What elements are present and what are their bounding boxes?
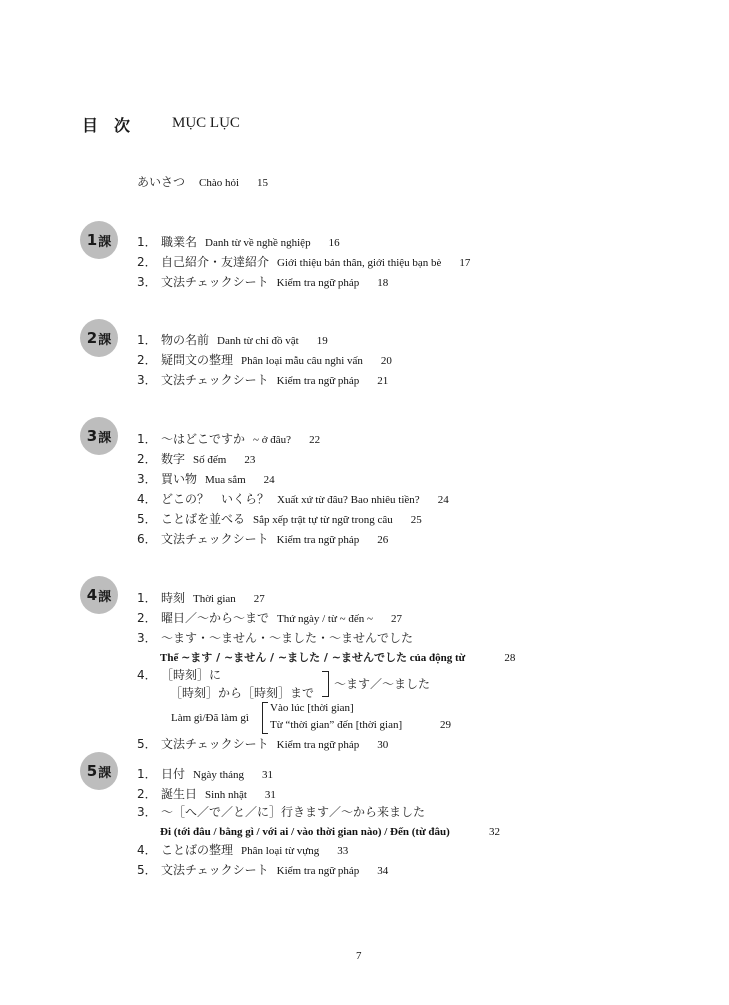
toc-item: [137, 861, 388, 878]
lesson-badge-num: 1: [86, 231, 98, 249]
item-vn: Sắp xếp trật tự từ ngữ trong câu: [253, 514, 393, 526]
item-index: 5．: [137, 863, 157, 877]
item-index: 3．: [137, 373, 157, 387]
item-jp: 職業名: [161, 235, 198, 249]
item-page: 29: [440, 719, 451, 731]
item-vn: Kiểm tra ngữ pháp: [276, 375, 360, 387]
item-index: 1．: [137, 432, 157, 446]
toc-item: [137, 430, 320, 447]
item-page: 18: [377, 277, 389, 289]
toc-item: [137, 629, 421, 646]
toc-heading-jp: 目 次: [82, 116, 131, 135]
toc-item: [137, 470, 275, 487]
lesson-badge-kanji: 課: [98, 589, 112, 605]
lesson-badge-num: 2: [86, 329, 98, 347]
toc-item: [137, 233, 340, 250]
item-vn: Đi (tới đâu / bằng gì / với ai / vào thời gian nào) / Đến (từ đâu): [160, 826, 450, 838]
item-vn: Mua sắm: [205, 474, 246, 486]
item-page: 24: [263, 474, 275, 486]
item-jp: ［時刻］に: [161, 668, 222, 682]
intro-vn: Chào hỏi: [199, 177, 240, 189]
toc-item: [137, 273, 388, 290]
toc-item: [137, 765, 273, 782]
item-page: 27: [253, 593, 265, 605]
toc-item: [137, 331, 328, 348]
toc-item: [137, 490, 449, 507]
item-vn-subline: [160, 646, 515, 665]
item-jp: どこの？ いくら？: [161, 492, 270, 506]
item-page: 17: [459, 257, 471, 269]
toc-item: [137, 253, 470, 270]
item-jp: 買い物: [161, 472, 198, 486]
item-vn: Sinh nhật: [205, 789, 247, 801]
item-jp: 文法チェックシート: [161, 373, 269, 387]
item-index: 5．: [137, 512, 157, 526]
item-page: 19: [316, 335, 328, 347]
toc-item: [137, 841, 348, 858]
lesson-badge-3: [80, 417, 118, 455]
item-vn: Danh từ về nghề nghiệp: [205, 237, 311, 249]
item-index: 2．: [137, 255, 157, 269]
item-vn-prefix: Thể: [160, 652, 182, 664]
item-vn: Phân loại từ vựng: [241, 845, 320, 857]
item-page: 26: [377, 534, 389, 546]
item-jp-line2: ［時刻］から［時刻］まで: [170, 686, 315, 700]
item-jp: 誕生日: [161, 787, 198, 801]
item-index: 4．: [137, 843, 157, 857]
right-bracket: [322, 671, 329, 697]
toc-item: [137, 450, 255, 467]
item-jp: 疑問文の整理: [161, 353, 234, 367]
item-index: 1．: [137, 333, 157, 347]
item-index: 2．: [137, 452, 157, 466]
item-vn: Số đếm: [193, 454, 227, 466]
item-vn: ~ ở đâu?: [253, 434, 292, 446]
item-vn: Kiểm tra ngữ pháp: [276, 739, 360, 751]
item-index: 2．: [137, 787, 157, 801]
left-bracket: [262, 702, 268, 734]
lesson-badge-num: 3: [86, 427, 98, 445]
item-page: 25: [410, 514, 422, 526]
item-jp: 文法チェックシート: [161, 863, 269, 877]
item-index: 5．: [137, 737, 157, 751]
lesson-badge-kanji: 課: [98, 234, 112, 250]
item-vn-lead: Làm gì/Đã làm gì: [171, 712, 249, 724]
toc-item: [137, 803, 433, 820]
item-vn-option: Vào lúc [thời gian]: [270, 702, 354, 714]
item-index: 1．: [137, 235, 157, 249]
item-page: 23: [244, 454, 256, 466]
item-page: 24: [437, 494, 449, 506]
lesson-badge-4: [80, 576, 118, 614]
item-jp: 物の名前: [161, 333, 210, 347]
item-vn: Kiểm tra ngữ pháp: [276, 277, 360, 289]
item-page: 31: [262, 769, 274, 781]
item-vn: Thứ ngày / từ ~ đến ~: [277, 613, 373, 625]
page-number: 7: [356, 950, 362, 962]
item-page: 30: [377, 739, 389, 751]
toc-item: [137, 609, 402, 626]
lesson-badge-5: [80, 752, 118, 790]
intro-row: [137, 173, 268, 190]
item-jp: 〜はどこですか: [161, 432, 246, 446]
item-vn: Giới thiệu bản thân, giới thiệu bạn bè: [277, 257, 442, 269]
item-index: 2．: [137, 611, 157, 625]
item-page: 21: [377, 375, 389, 387]
lesson-badge-kanji: 課: [98, 332, 112, 348]
toc-item: [137, 510, 422, 527]
item-page: 28: [504, 652, 516, 664]
lesson-badge-1: [80, 221, 118, 259]
item-vn-suffix: của động từ: [407, 652, 466, 664]
item-jp: 文法チェックシート: [161, 532, 269, 546]
item-jp: ことばの整理: [161, 843, 234, 857]
item-vn: Ngày tháng: [193, 769, 245, 781]
item-index: 1．: [137, 591, 157, 605]
intro-jp: あいさつ: [137, 175, 186, 189]
item-index: 3．: [137, 631, 157, 645]
item-jp: 日付: [161, 767, 186, 781]
lesson-badge-kanji: 課: [98, 765, 112, 781]
item-index: 4．: [137, 668, 157, 682]
item-page: 31: [264, 789, 276, 801]
item-jp-right: 〜ます／〜ました: [334, 677, 431, 691]
item-vn: Kiểm tra ngữ pháp: [276, 534, 360, 546]
item-jp: 曜日／〜から〜まで: [161, 611, 270, 625]
item-vn: Thời gian: [193, 593, 236, 605]
toc-heading-vn: MỤC LỤC: [172, 115, 240, 131]
toc-item: [137, 666, 229, 683]
item-jp: 時刻: [161, 591, 186, 605]
item-page: 33: [337, 845, 349, 857]
lesson-badge-num: 5: [86, 762, 98, 780]
item-page: 27: [390, 613, 402, 625]
lesson-badge-kanji: 課: [98, 430, 112, 446]
item-page: 32: [488, 826, 500, 838]
item-jp: 数字: [161, 452, 186, 466]
lesson-badge-num: 4: [86, 586, 98, 604]
toc-item: [137, 530, 388, 547]
item-jp: 文法チェックシート: [161, 275, 269, 289]
toc-item: [137, 785, 276, 802]
item-jp: 〜ます・〜ません・〜ました・〜ませんでした: [161, 631, 414, 645]
item-jp: ことばを並べる: [161, 512, 246, 526]
item-vn-mix: ~ます / ~ません / ~ました / ~ませんでした: [181, 651, 407, 664]
item-index: 3．: [137, 805, 157, 819]
intro-page: 15: [257, 177, 269, 189]
item-index: 2．: [137, 353, 157, 367]
toc-item: [137, 371, 388, 388]
item-vn: Kiểm tra ngữ pháp: [276, 865, 360, 877]
toc-item: [137, 735, 388, 752]
item-page: 16: [328, 237, 340, 249]
item-vn-subline: [160, 820, 500, 839]
item-index: 1．: [137, 767, 157, 781]
toc-item: [137, 589, 265, 606]
item-page: 22: [309, 434, 321, 446]
toc-item: [137, 351, 392, 368]
item-index: 3．: [137, 472, 157, 486]
item-vn-option: Từ “thời gian” đến [thời gian]: [270, 719, 403, 731]
item-index: 4．: [137, 492, 157, 506]
item-index: 6．: [137, 532, 157, 546]
item-index: 3．: [137, 275, 157, 289]
item-jp: 〜［へ／で／と／に］行きます／〜から来ました: [161, 805, 426, 819]
item-jp: 文法チェックシート: [161, 737, 269, 751]
item-vn: Xuất xứ từ đâu? Bao nhiêu tiền?: [277, 494, 420, 506]
item-vn: Danh từ chỉ đồ vật: [217, 335, 299, 347]
item-jp: 自己紹介・友達紹介: [161, 255, 270, 269]
item-vn: Phân loại mẫu câu nghi vấn: [241, 355, 363, 367]
lesson-badge-2: [80, 319, 118, 357]
item-page: 20: [380, 355, 392, 367]
item-page: 34: [377, 865, 389, 877]
